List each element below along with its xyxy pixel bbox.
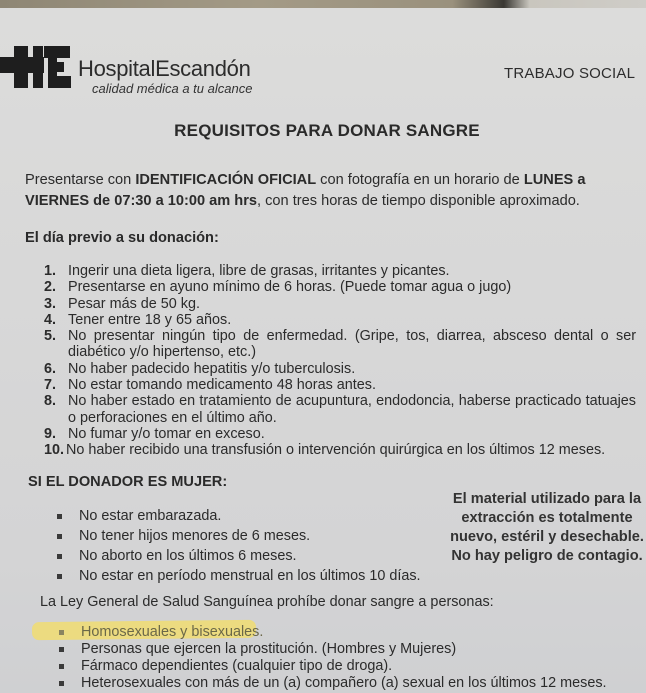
item-number: 1. — [44, 263, 57, 279]
item-text: No estar en período menstrual en los últimos 10 días. — [79, 568, 421, 584]
note-line: No hay peligro de contagio. — [451, 548, 643, 564]
item-number: 4. — [44, 311, 57, 328]
item-text: No estar embarazada. — [79, 508, 222, 524]
women-requirements-list — [57, 506, 421, 586]
note-line: extracción es totalmente — [461, 510, 633, 526]
list-item — [44, 377, 636, 393]
bullet-icon — [57, 514, 62, 519]
item-text: Tener entre 18 y 65 años. — [68, 311, 232, 328]
item-number: 2. — [44, 279, 57, 296]
item-number: 3. — [44, 295, 57, 312]
law-intro: La Ley General de Salud Sanguínea prohíbe donar sangre a personas: — [40, 594, 494, 610]
bullet-icon — [57, 534, 62, 539]
list-item — [44, 263, 636, 279]
hospital-logo-icon — [0, 44, 72, 94]
item-text: No tener hijos menores de 6 meses. — [79, 528, 311, 544]
list-item — [57, 526, 421, 546]
list-item — [44, 279, 636, 295]
intro-text-1: Presentarse con — [25, 172, 136, 188]
list-item — [44, 296, 636, 312]
brand-tagline: calidad médica a tu alcance — [92, 81, 253, 96]
item-number: 5. — [44, 328, 57, 345]
list-item — [57, 566, 421, 586]
department-label: TRABAJO SOCIAL — [504, 65, 636, 82]
item-number: 8. — [44, 393, 57, 410]
bullet-icon — [59, 647, 64, 652]
intro-text-2: con fotografía en un horario de — [316, 172, 524, 188]
list-item — [57, 506, 421, 526]
item-text: No aborto en los últimos 6 meses. — [79, 548, 297, 564]
item-text: No haber recibido una transfusión o intervención quirúrgica en los últimos 12 meses. — [66, 442, 606, 459]
item-text: Fármaco dependientes (cualquier tipo de droga). — [81, 658, 393, 674]
item-text: Ingerir una dieta ligera, libre de grasas, irritantes y picantes. — [68, 263, 450, 279]
bullet-icon — [59, 664, 64, 669]
list-item — [44, 312, 636, 328]
list-item — [59, 658, 607, 675]
intro-id-requirement: IDENTIFICACIÓN OFICIAL — [135, 172, 317, 188]
item-text: No haber padecido hepatitis y/o tuberculosis. — [68, 360, 356, 377]
bullet-icon — [59, 630, 64, 635]
list-item — [44, 442, 636, 458]
item-text: Presentarse en ayuno mínimo de 6 horas. (Puede tomar agua o jugo) — [68, 279, 512, 296]
law-prohibited-list — [59, 624, 607, 692]
bullet-icon — [59, 681, 64, 686]
list-item — [59, 641, 607, 658]
item-text: Personas que ejercen la prostitución. (Hombres y Mujeres) — [81, 641, 457, 657]
intro-paragraph — [25, 170, 640, 212]
intro-schedule: LUNES a VIERNES de 07:30 a 10:00 am hrs — [25, 172, 586, 209]
document-title: REQUISITOS PARA DONAR SANGRE — [174, 121, 480, 140]
previous-day-heading: El día previo a su donación: — [25, 230, 219, 246]
item-text: No presentar ningún tipo de enfermedad. (Gripe, tos, diarrea, absceso dental o ser diabético y/o hipertenso, etc.) — [68, 328, 636, 361]
previous-day-list — [44, 263, 636, 459]
item-number: 6. — [44, 360, 57, 377]
item-text: Homosexuales y bisexuales. — [81, 624, 264, 640]
list-item-highlighted — [59, 624, 607, 641]
bullet-icon — [57, 554, 62, 559]
item-text: No estar tomando medicamento 48 horas antes. — [68, 377, 376, 394]
item-number: 7. — [44, 377, 57, 394]
material-note — [449, 490, 645, 566]
item-text: No fumar y/o tomar en exceso. — [68, 425, 265, 442]
item-text: No haber estado en tratamiento de acupuntura, endodoncia, haberse practicado tatuajes o perforaciones en el último año. — [68, 393, 636, 426]
note-line: El material utilizado para la — [452, 491, 642, 507]
note-line: nuevo, estéril y desechable. — [450, 529, 644, 545]
women-heading: SI EL DONADOR ES MUJER: — [28, 474, 228, 490]
list-item — [44, 393, 636, 426]
list-item — [44, 361, 636, 377]
brand-name: HospitalEscandón — [78, 56, 251, 81]
list-item — [57, 546, 421, 566]
item-number: 9. — [44, 425, 57, 442]
item-text: Pesar más de 50 kg. — [68, 295, 200, 312]
list-item — [44, 328, 636, 361]
list-item — [59, 675, 607, 692]
item-text: Heterosexuales con más de un (a) compañero (a) sexual en los últimos 12 meses. — [81, 675, 607, 691]
list-item — [44, 426, 636, 442]
item-number: 10. — [44, 442, 65, 459]
bullet-icon — [57, 574, 62, 579]
intro-text-3: , con tres horas de tiempo disponible aproximado. — [257, 193, 580, 209]
